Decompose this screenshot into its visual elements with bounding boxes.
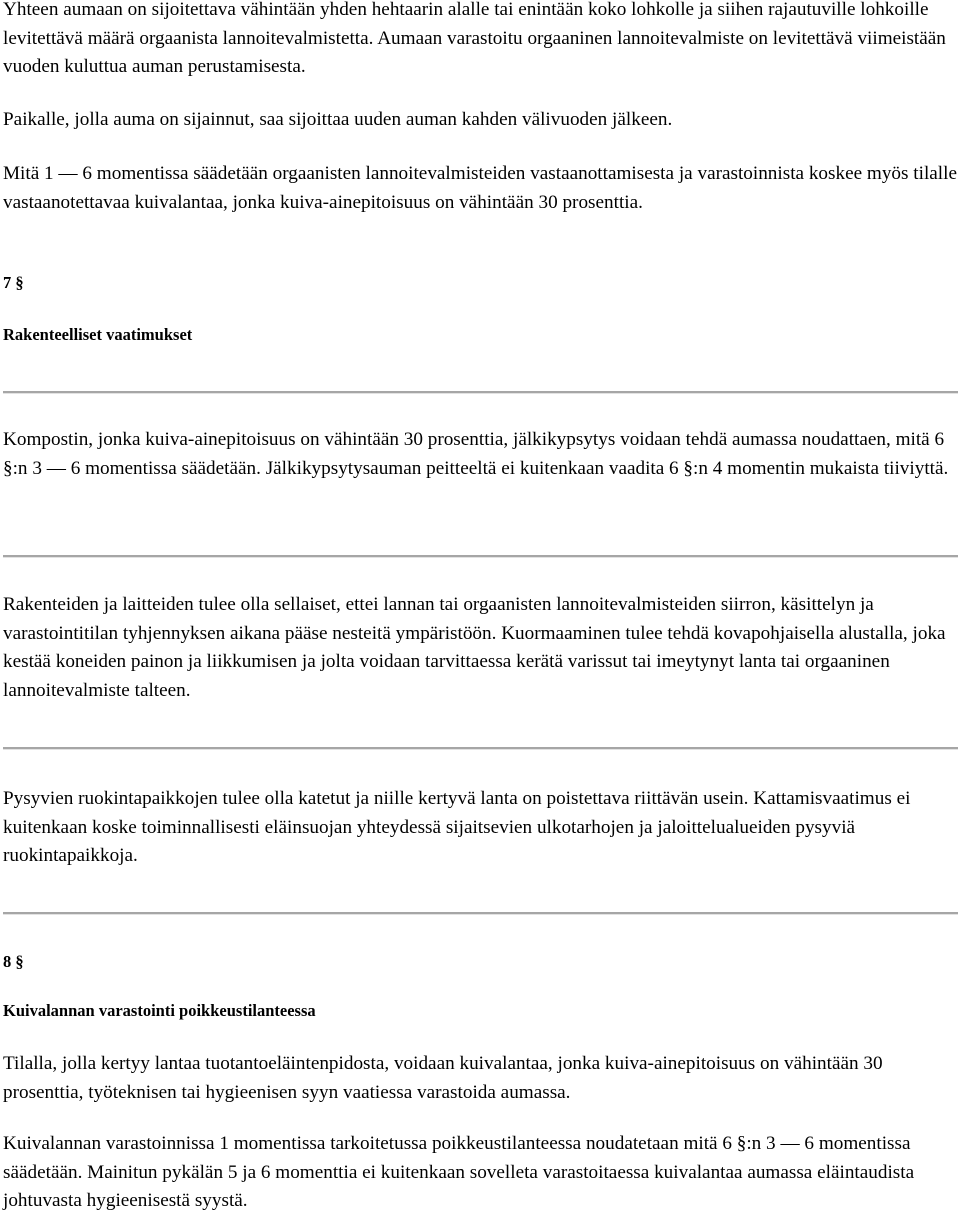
paragraph-auma-placement: Yhteen aumaan on sijoitettava vähintään yhden hehtaarin alalle tai enintään koko lohkolle ja siihen rajautuville lohkoille levitettävä määrä orgaanista lannoitevalmistetta. Aumaan varastoitu orgaaninen lannoitevalmiste on levitettävä viimeistään vuoden kuluttua auman perustamisesta. [3,0,946,77]
section-7-title: Rakenteelliset vaatimukset [3,325,193,344]
paragraph-kompostin-jalkikypsytys: Kompostin, jonka kuiva-ainepitoisuus on vähintään 30 prosenttia, jälkikypsytys voidaan tehdä aumassa noudattaen, mitä 6 §:n 3 — 6 momentissa säädetään. Jälkikypsytysauman peitteeltä ei kuitenkaan vaadita 6 §:n 4 momentin mukaista tiiviyttä. [3,429,949,479]
section-8-number: 8 § [3,952,24,971]
paragraph-kuivalanta-varastointi: Kuivalannan varastoinnissa 1 momentissa tarkoitetussa poikkeustilanteessa noudatetaan mitä 6 §:n 3 — 6 momentissa säädetään. Mainitun pykälän 5 ja 6 momenttia ei kuitenkaan sovelleta varastoitaessa kuivalantaa aumassa eläintaudista johtuvasta hygieenisestä syystä. [3,1133,915,1211]
paragraph-ruokintapaikat: Pysyvien ruokintapaikkojen tulee olla katetut ja niille kertyvä lanta on poistettava riittävän usein. Kattamisvaatimus ei kuitenkaan koske toiminnallisesti eläinsuojan yhteydessä sijaitsevien ulkotarhojen ja jaloittelualueiden pysyviä ruokintapaikkoja. [3,788,911,866]
paragraph-rakenteet-laitteet: Rakenteiden ja laitteiden tulee olla sellaiset, ettei lannan tai orgaanisten lannoitevalmisteiden siirron, käsittelyn ja varastointitilan tyhjennyksen aikana pääse nesteitä ympäristöön. Kuormaaminen tulee tehdä kovapohjaisella alustalla, joka kestää koneiden painon ja liikkumisen ja jolta voidaan tarvittaessa kerätä varissut tai imeytynyt lanta tai orgaaninen lannoitevalmiste talteen. [3,594,946,701]
paragraph-kuivalanta-poikkeus: Tilalla, jolla kertyy lantaa tuotantoeläintenpidosta, voidaan kuivalantaa, jonka kuiva-ainepitoisuus on vähintään 30 prosenttia, työteknisen tai hygieenisen syyn vaatiessa varastoida aumassa. [3,1053,883,1103]
horizontal-divider [3,747,958,750]
horizontal-divider [3,391,958,394]
horizontal-divider [3,912,958,915]
paragraph-kuivalanta-reception: Mitä 1 — 6 momentissa säädetään orgaanisten lannoitevalmisteiden vastaanottamisesta ja varastoinnista koskee myös tilalle vastaanotettavaa kuivalantaa, jonka kuiva-ainepitoisuus on vähintään 30 prosenttia. [3,163,957,213]
horizontal-divider [3,555,958,558]
section-8-title: Kuivalannan varastointi poikkeustilanteessa [3,1001,316,1020]
section-7-number: 7 § [3,273,24,292]
paragraph-auma-reuse: Paikalle, jolla auma on sijainnut, saa sijoittaa uuden auman kahden välivuoden jälkeen. [3,109,673,130]
